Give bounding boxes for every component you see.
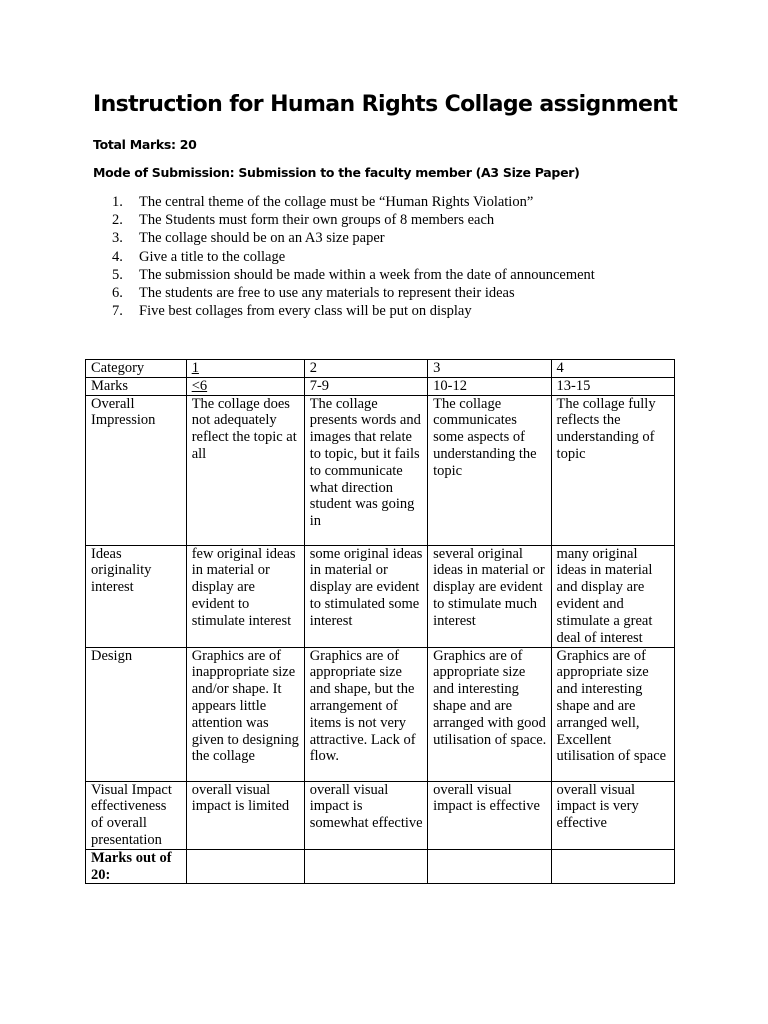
table-cell: many original ideas in material and display are evident and stimulate a great deal of interest [551,545,674,647]
table-header-cell: 3 [428,360,551,378]
table-cell: Graphics are of appropriate size and interesting shape and are arranged well, Excellent utilisation of space [551,647,674,781]
instruction-item: 7. Five best collages from every class will be put on display [112,303,472,320]
instruction-item: 4. Give a title to the collage [112,248,286,265]
marks-total-row [86,849,675,884]
table-cell: Marks [86,377,187,395]
table-row [86,395,675,545]
marks-row [86,377,675,395]
empty-cell [186,849,304,884]
table-cell: Graphics are of inappropriate size and/or shape. It appears little attention was given to designing the collage [186,647,304,781]
empty-cell [304,849,427,884]
row-category-cell: Design [86,647,187,781]
table-row [86,647,675,781]
table-header-cell: 1 [186,360,304,378]
table-header-row [86,360,675,378]
table-row [86,781,675,849]
table-cell: 10-12 [428,377,551,395]
table-row [86,545,675,647]
total-marks: Total Marks: 20 [93,137,197,152]
table-cell: The collage does not adequately reflect the topic at all [186,395,304,545]
row-category-cell: Ideas originality interest [86,545,187,647]
row-category-cell: Overall Impression [86,395,187,545]
instruction-list [112,193,595,320]
empty-cell [551,849,674,884]
table-cell: some original ideas in material or display are evident to stimulated some interest [304,545,427,647]
table-cell: overall visual impact is effective [428,781,551,849]
empty-cell [428,849,551,884]
table-cell: The collage communicates some aspects of understanding the topic [428,395,551,545]
table-cell: several original ideas in material or display are evident to stimulate much interest [428,545,551,647]
document-title: Instruction for Human Rights Collage assignment [93,92,678,117]
table-cell: overall visual impact is very effective [551,781,674,849]
table-cell: overall visual impact is somewhat effective [304,781,427,849]
instruction-item: 5. The submission should be made within a week from the date of announcement [112,266,595,283]
instruction-item: 6. The students are free to use any materials to represent their ideas [112,285,515,302]
table-cell: Graphics are of appropriate size and interesting shape and are arranged with good utilisation of space. [428,647,551,781]
table-header-cell: Category [86,360,187,378]
table-cell: few original ideas in material or display are evident to stimulate interest [186,545,304,647]
table-header-cell: 4 [551,360,674,378]
table-header-cell: 2 [304,360,427,378]
table-cell: <6 [186,377,304,395]
rubric-table [85,359,675,884]
instruction-item: 1. The central theme of the collage must be “Human Rights Violation” [112,194,534,210]
table-cell: 7-9 [304,377,427,395]
instruction-item: 3. The collage should be on an A3 size paper [112,230,385,247]
instruction-item: 2. The Students must form their own groups of 8 members each [112,212,495,229]
mode-of-submission: Mode of Submission: Submission to the faculty member (A3 Size Paper) [93,165,580,180]
table-cell: The collage fully reflects the understanding of topic [551,395,674,545]
table-cell: Graphics are of appropriate size and shape, but the arrangement of items is not very attractive. Lack of flow. [304,647,427,781]
marks-total-label: Marks out of 20: [86,849,187,884]
table-cell: overall visual impact is limited [186,781,304,849]
table-cell: 13-15 [551,377,674,395]
row-category-cell: Visual Impact effectiveness of overall presentation [86,781,187,849]
table-cell: The collage presents words and images that relate to topic, but it fails to communicate what direction student was going in [304,395,427,545]
